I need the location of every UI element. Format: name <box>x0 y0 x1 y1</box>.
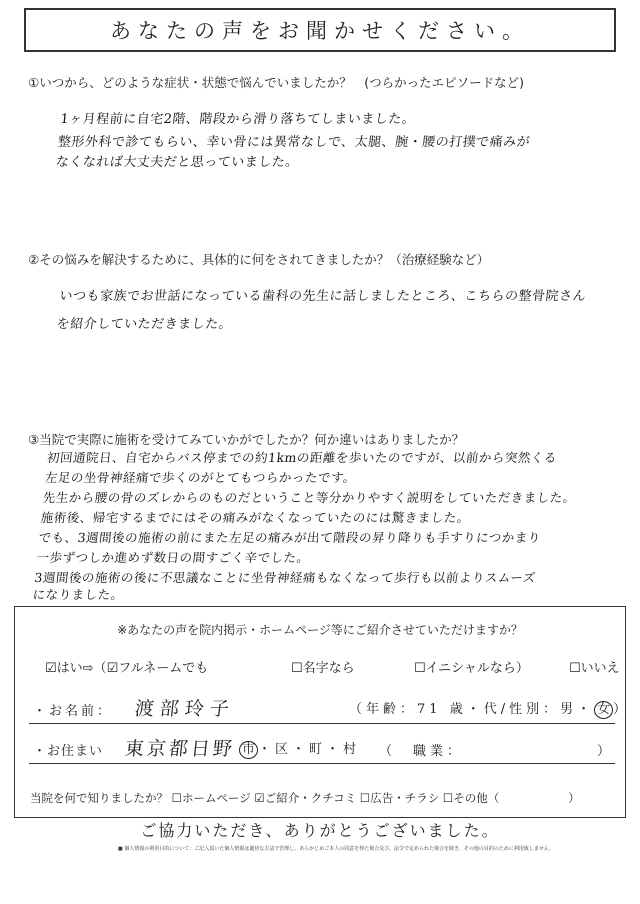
how-found-option[interactable]: ☐ホームページ <box>171 791 251 805</box>
paren: ） <box>613 702 631 717</box>
answer-line: を紹介していただきました。 <box>55 317 233 332</box>
answer-line: 施術後、帰宅するまでにはその痛みがなくなっていたのには驚きました。 <box>40 510 471 525</box>
how-found-question: 当院を何で知りましたか？ <box>30 791 168 805</box>
answer-line: 左足の坐骨神経痛で歩くのがとてもつらかったです。 <box>44 470 357 485</box>
checkbox-checked-icon[interactable]: ☑ <box>45 661 57 676</box>
answer-line: 3週間後の施術の後に不思議なことに坐骨神経痛もなくなって歩行も以前よりスムーズ <box>33 570 537 585</box>
answer-line: 先生から腰の骨のズレからのものだということ等分かりやすく説明をしていただきました。 <box>42 490 577 505</box>
consent-no[interactable] <box>569 657 620 676</box>
thanks-message: ご協力いただき、ありがとうございました。 <box>140 821 500 840</box>
answer-line: でも、3週間後の施術の前にまた左足の痛みが出て階段の昇り降りも手すりにつかまり <box>37 530 542 545</box>
answer-line: になりました。 <box>31 587 125 602</box>
answer-3 <box>32 448 581 602</box>
age-gender <box>349 698 630 719</box>
consent-yes[interactable] <box>45 657 208 676</box>
address-value[interactable]: 東京都日野 <box>123 738 237 760</box>
option-label: 名字なら <box>302 661 355 676</box>
answer-line: 初回通院日、自宅からバス停までの約1kmの距離を歩いたのですが、以前から突然くる <box>46 450 558 465</box>
job-label: （ 職業： <box>379 744 465 759</box>
address-label: ・お住まい <box>33 744 104 759</box>
privacy-notice: ■ 個人情報の利用目的について：ご記入頂いた個人情報は適切な方法で管理し、あらかじめご本人の同意を得た場合及び、法令で定められた場合を除き、その他の目的のために利用致しません。 <box>118 846 555 852</box>
question-1: ①いつから、どのような症状・状態で悩んでいましたか？ (つらかったエピソードなど) <box>28 75 524 90</box>
question-2: ②その悩みを解決するために、具体的に何をされてきましたか？（治療経験など） <box>28 252 490 267</box>
option-label: その他（ ） <box>453 791 580 805</box>
name-label: ・お名前： <box>33 704 114 719</box>
address-type <box>239 738 360 759</box>
option-label: イニシャルなら） <box>425 661 529 676</box>
consent-surname[interactable] <box>291 657 355 676</box>
option-label: いいえ <box>580 661 620 676</box>
consent-box <box>14 606 631 818</box>
checkbox-icon[interactable]: ☐ <box>291 661 303 676</box>
age-label: （年齢： <box>349 702 418 717</box>
option-label: ホームページ <box>181 791 251 805</box>
option-label: 広告・チラシ <box>370 791 440 805</box>
option-label: ご紹介・クチコミ <box>264 791 357 805</box>
answer-line: 一歩ずつしか進めず数日の間すごく辛でした。 <box>35 550 311 565</box>
address-row <box>29 733 615 764</box>
paren: ） <box>597 744 615 759</box>
answer-1 <box>55 110 534 173</box>
title-box <box>24 8 616 52</box>
gender-selected[interactable]: 女 <box>594 701 613 719</box>
answer-2 <box>55 287 587 335</box>
answer-line: なくなれば大丈夫だと思っていました。 <box>55 155 300 170</box>
name-value[interactable]: 渡部玲子 <box>133 698 237 720</box>
answer-line: 1ヶ月程前に自宅2階、階段から滑り落ちてしまいました。 <box>59 112 417 127</box>
how-found <box>30 790 580 806</box>
city-selected[interactable]: 市 <box>239 741 258 759</box>
name-row <box>29 693 631 724</box>
checkbox-icon[interactable]: ☐ <box>569 661 581 676</box>
checkbox-icon[interactable]: ☐ <box>414 661 426 676</box>
consent-initials[interactable] <box>414 657 529 676</box>
option-label: フルネームでも <box>118 661 209 676</box>
age-value[interactable]: 71 <box>417 702 442 717</box>
answer-line: 整形外科で診てもらい、幸い骨には異常なしで、太腿、腕・腰の打撲で痛みが <box>57 135 531 150</box>
checkbox-checked-icon[interactable]: ☑ <box>106 661 119 676</box>
address-suffix: ・区・町・村 <box>258 742 361 757</box>
how-found-option[interactable]: ☐広告・チラシ <box>359 791 440 805</box>
how-found-option[interactable]: ☑ご紹介・クチコミ <box>254 791 357 805</box>
option-label: はい⇨（ <box>56 661 107 676</box>
page-title: あなたの声をお聞かせください。 <box>110 19 530 43</box>
question-3: ③当院で実際に施術を受けてみていかがでしたか？何か違いはありましたか？ <box>28 432 465 447</box>
consent-question: ※あなたの声を院内掲示・ホームページ等にご紹介させていただけますか？ <box>117 623 523 637</box>
how-found-option[interactable]: ☐その他（ ） <box>442 791 580 805</box>
gender-label: 歳・代/性別：男・ <box>449 702 595 717</box>
answer-line: いつも家族でお世話になっている歯科の先生に話しましたところ、こちらの整骨院さん <box>58 289 587 304</box>
